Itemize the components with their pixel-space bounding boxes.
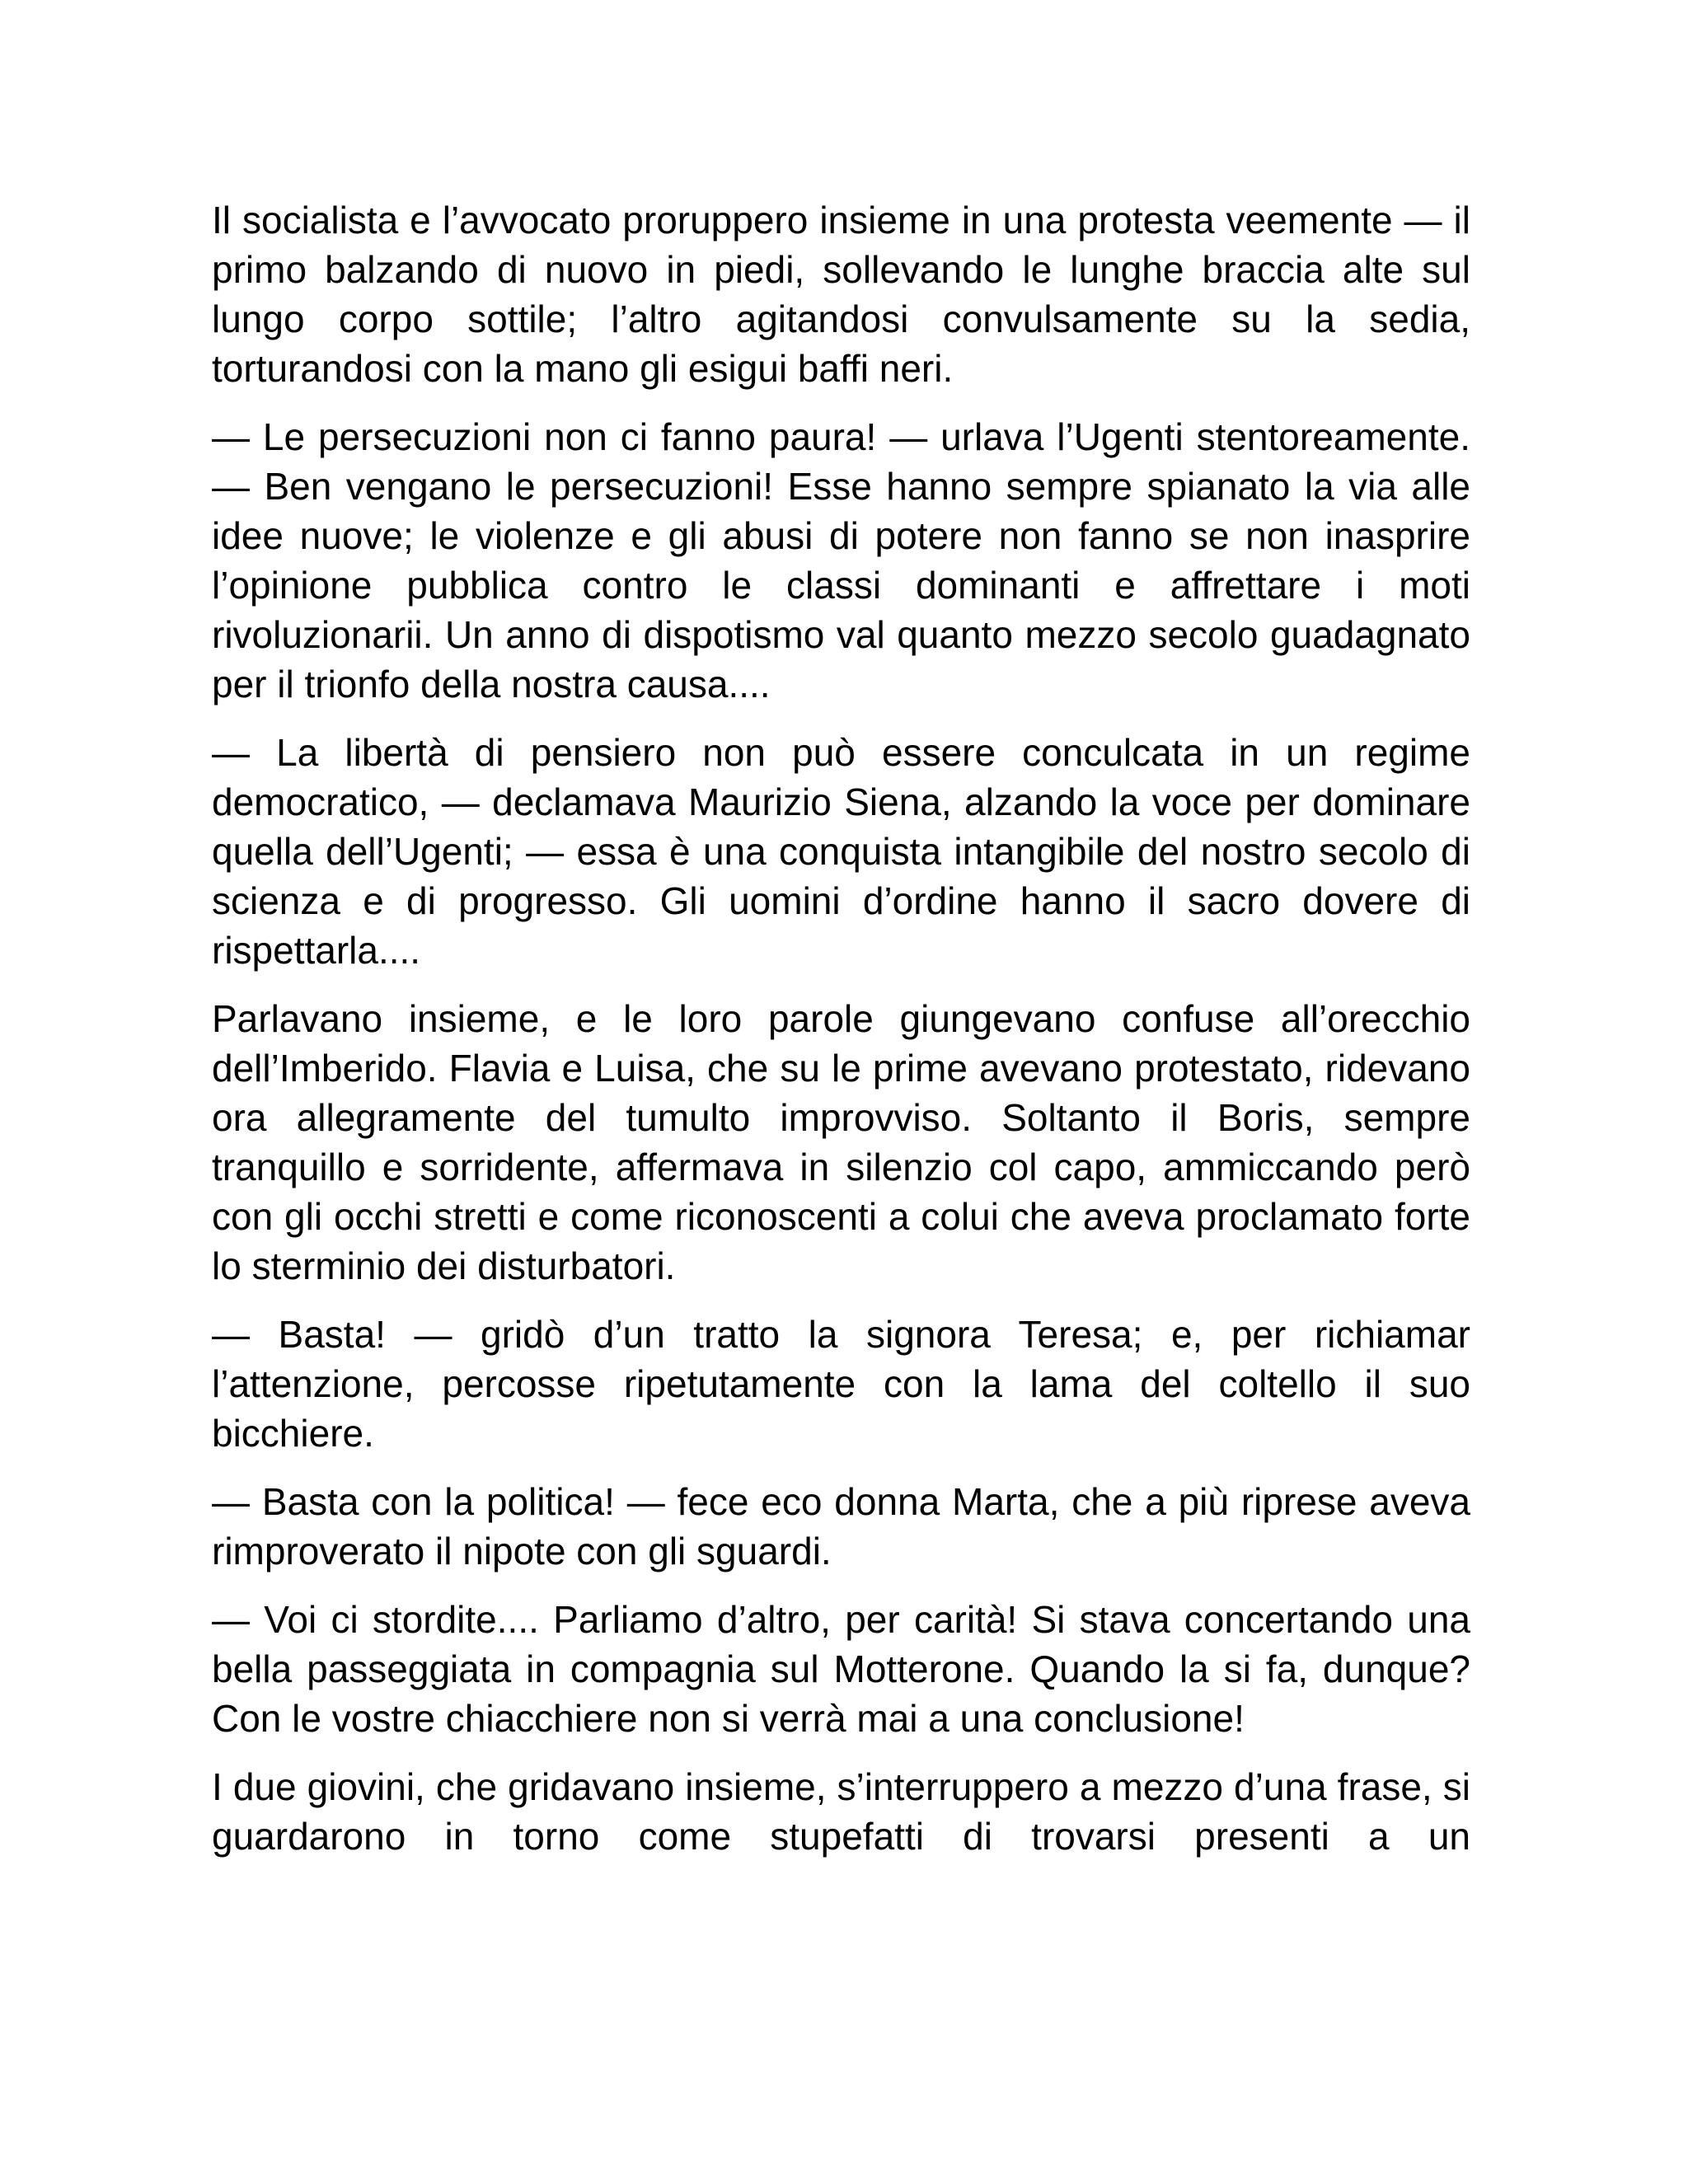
paragraph-8: I due giovini, che gridavano insieme, s’interruppero a mezzo d’una frase, si guardarono in torno come stupefatti di trovarsi presenti a un	[212, 1765, 1470, 1858]
paragraph-4: Parlavano insieme, e le loro parole giungevano confuse all’orecchio dell’Imberido. Flavia e Luisa, che su le prime avevano protestato, ridevano ora allegramente del tumulto improvviso. Soltanto il Boris, sempre tranquillo e sorridente, affermava in silenzio col capo, ammiccando però con gli occhi stretti e come riconoscenti a colui che aveva proclamato forte lo sterminio dei disturbatori.	[212, 997, 1470, 1287]
paragraph-3: — La libertà di pensiero non può essere conculcata in un regime democratico, — declamava Maurizio Siena, alzando la voce per dominare quella dell’Ugenti; — essa è una conquista intangibile del nostro secolo di scienza e di progresso. Gli uomini d’ordine hanno il sacro dovere di rispettarla....	[212, 731, 1470, 972]
paragraph-7: — Voi ci stordite.... Parliamo d’altro, per carità! Si stava concertando una bella passeggiata in compagnia sul Motterone. Quando la si fa, dunque? Con le vostre chiacchiere non si verrà mai a una conclusione!	[212, 1598, 1470, 1740]
paragraph-6: — Basta con la politica! — fece eco donna Marta, che a più riprese aveva rimproverato il nipote con gli sguardi.	[212, 1480, 1470, 1572]
paragraph-5: — Basta! — gridò d’un tratto la signora Teresa; e, per richiamar l’attenzione, percosse ripetutamente con la lama del coltello il suo bicchiere.	[212, 1313, 1470, 1455]
paragraph-2: — Le persecuzioni non ci fanno paura! — urlava l’Ugenti stentoreamente. — Ben vengano le persecuzioni! Esse hanno sempre spianato la via alle idee nuove; le violenze e gli abusi di potere non fanno se non inasprire l’opinione pubblica contro le classi dominanti e affrettare i moti rivoluzionarii. Un anno di dispotismo val quanto mezzo secolo guadagnato per il trionfo della nostra causa....	[212, 415, 1470, 705]
paragraph-1: Il socialista e l’avvocato proruppero insieme in una protesta veemente — il primo balzando di nuovo in piedi, sollevando le lunghe braccia alte sul lungo corpo sottile; l’altro agitandosi convulsamente su la sedia, torturandosi con la mano gli esigui baffi neri.	[212, 199, 1470, 390]
page-body	[212, 195, 1470, 1861]
